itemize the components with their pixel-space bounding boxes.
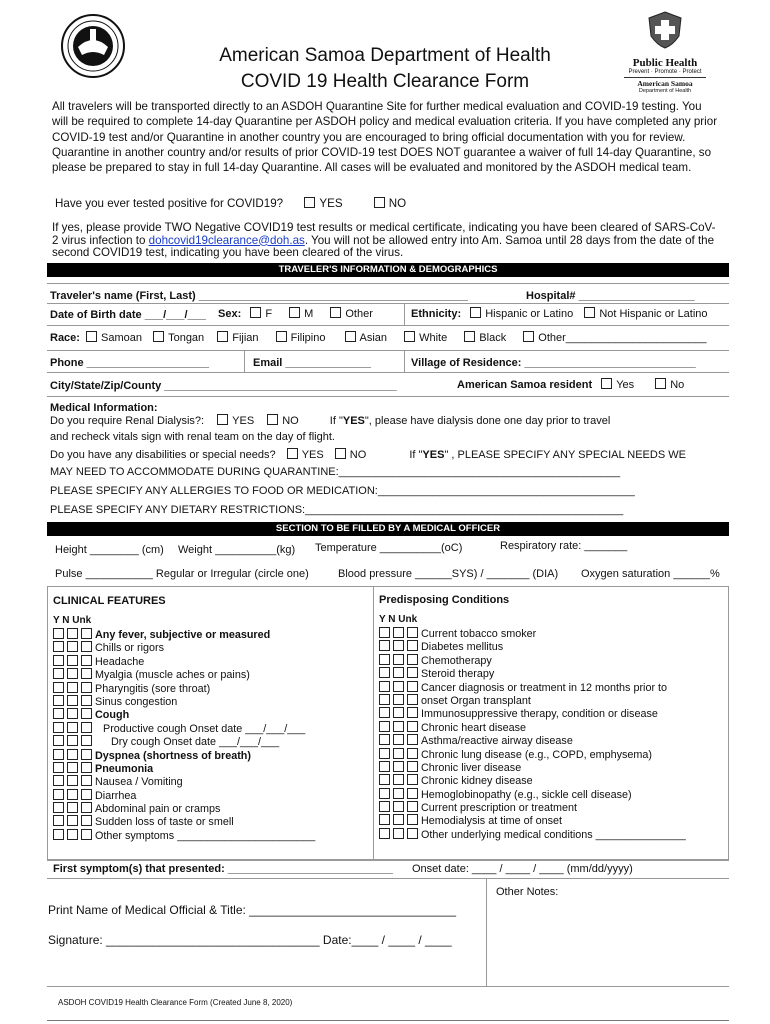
race-tongan-label: Tongan [168, 332, 205, 344]
form-title-line2: COVID 19 Health Clearance Form [240, 71, 530, 92]
predisposing-item-label: Cancer diagnosis or treatment in 12 months prior to [421, 681, 668, 694]
traveler-name-field[interactable]: Traveler's name (First, Last) ____________________________________________ [50, 290, 468, 302]
race-other-field[interactable]: Other_______________________ [538, 332, 707, 344]
dialysis-note-part1: If " [329, 415, 343, 427]
divider [47, 283, 729, 284]
disability-no-label: NO [349, 449, 367, 461]
predisposing-n-checkbox[interactable] [393, 734, 404, 745]
resident-group [457, 378, 684, 392]
clinical-item-label: Other symptoms _______________________ [95, 829, 316, 842]
resident-yes-label: Yes [616, 379, 635, 391]
clinical-y-checkbox[interactable] [53, 829, 64, 840]
divider [47, 1020, 729, 1021]
clinical-item [53, 628, 315, 641]
clinical-item [53, 695, 315, 708]
resident-no-checkbox[interactable] [655, 378, 666, 389]
clinical-item-label: Sudden loss of taste or smell [95, 816, 234, 829]
divider [373, 586, 374, 860]
predisposing-item [379, 828, 686, 841]
predisposing-y-checkbox[interactable] [379, 748, 390, 759]
predisposing-title: Predisposing Conditions [379, 594, 510, 606]
clinical-item-label: Nausea / Vomiting [95, 776, 183, 789]
race-label: Race: [50, 332, 80, 344]
signature-field[interactable]: Signature: ________________________________ Date:____ / ____ / ____ [48, 933, 452, 947]
predisposing-y-checkbox[interactable] [379, 667, 390, 678]
clinical-n-checkbox[interactable] [67, 749, 78, 760]
sex-f-checkbox[interactable] [250, 307, 261, 318]
clinical-item-label: Diarrhea [95, 789, 137, 802]
dialysis-yes-checkbox[interactable] [217, 414, 228, 425]
predisposing-unk-checkbox[interactable] [407, 694, 418, 705]
ethnicity-nonhispanic-label: Not Hispanic or Latino [599, 308, 708, 320]
predisposing-item [379, 761, 686, 774]
dialysis-question: Do you require Renal Dialysis?: [50, 415, 205, 427]
predisposing-item-label: Chronic kidney disease [421, 775, 533, 788]
predisposing-n-checkbox[interactable] [393, 748, 404, 759]
clinical-item-label: Dyspnea (shortness of breath) [95, 749, 251, 762]
predisposing-n-checkbox[interactable] [393, 774, 404, 785]
dialysis-yes-label: YES [232, 415, 255, 427]
race-samoan-checkbox[interactable] [86, 331, 97, 342]
american-samoa-seal [60, 13, 126, 79]
sex-f-label: F [265, 308, 273, 320]
positive-note [52, 222, 720, 260]
clinical-unk-checkbox[interactable] [81, 695, 92, 706]
clinical-item-label: Chills or rigors [95, 642, 164, 655]
divider [47, 986, 729, 987]
other-notes-label: Other Notes: [496, 886, 559, 898]
clinical-unk-checkbox[interactable] [81, 628, 92, 639]
sex-other-checkbox[interactable] [330, 307, 341, 318]
positive-note-part1: If yes, please provide TWO Negative COVID19 test results or medical certificate, indicating you have been cleared of SARS-CoV-2 virus infection to [52, 221, 716, 247]
clinical-item-label: Pneumonia [95, 762, 154, 775]
clinical-y-checkbox[interactable] [53, 749, 64, 760]
predisposing-y-checkbox[interactable] [379, 788, 390, 799]
predisposing-n-checkbox[interactable] [393, 761, 404, 772]
divider [47, 350, 729, 351]
clinical-unk-checkbox[interactable] [81, 762, 92, 773]
divider [404, 350, 405, 372]
resident-yes-checkbox[interactable] [601, 378, 612, 389]
predisposing-y-checkbox[interactable] [379, 681, 390, 692]
predisposing-item-label: Current tobacco smoker [421, 628, 537, 640]
village-field[interactable]: Village of Residence: ____________________________ [411, 357, 696, 369]
predisposing-item-label: Other underlying medical conditions _______________ [421, 828, 686, 841]
divider [47, 372, 729, 373]
predisposing-n-checkbox[interactable] [393, 694, 404, 705]
clinical-y-checkbox[interactable] [53, 668, 64, 679]
phone-field[interactable]: Phone ____________________ [50, 357, 210, 369]
clinical-n-checkbox[interactable] [67, 708, 78, 719]
predisposing-n-checkbox[interactable] [393, 828, 404, 839]
clinical-unk-checkbox[interactable] [81, 641, 92, 652]
clinical-item [53, 668, 315, 681]
disability-note-part2: " , PLEASE SPECIFY ANY SPECIAL NEEDS WE [444, 449, 686, 461]
resident-no-label: No [670, 379, 685, 391]
print-name-field[interactable]: Print Name of Medical Official & Title: _______________________________ [48, 903, 457, 917]
predisposing-hdr: Y N Unk [379, 614, 418, 625]
predisposing-unk-checkbox[interactable] [407, 748, 418, 759]
predisposing-unk-checkbox[interactable] [407, 788, 418, 799]
form-title-line1: American Samoa Department of Health [219, 45, 551, 66]
clinical-y-checkbox[interactable] [53, 762, 64, 773]
race-filipino-checkbox[interactable] [276, 331, 287, 342]
race-white-checkbox[interactable] [404, 331, 415, 342]
clinical-n-checkbox[interactable] [67, 668, 78, 679]
predisposing-n-checkbox[interactable] [393, 640, 404, 651]
race-asian-label: Asian [359, 332, 388, 344]
resident-label: American Samoa resident [457, 379, 593, 391]
clinical-item-label: Any fever, subjective or measured [95, 629, 271, 641]
clinical-features-title: CLINICAL FEATURES [53, 595, 166, 607]
predisposing-y-checkbox[interactable] [379, 694, 390, 705]
clinical-unk-checkbox[interactable] [81, 815, 92, 826]
predisposing-item-label: Chronic heart disease [421, 721, 527, 734]
predisposing-item-label: Current prescription or treatment [421, 802, 578, 815]
race-fijian-label: Fijian [232, 332, 259, 344]
sex-m-label: M [304, 308, 314, 320]
predisposing-item [379, 801, 686, 814]
clinical-item-label: Dry cough Onset date ___/___/___ [111, 736, 280, 749]
predisposing-y-checkbox[interactable] [379, 828, 390, 839]
divider [47, 878, 729, 879]
intro-paragraph: All travelers will be transported directly to an ASDOH Quarantine Site for further medical evaluation and COVID-19 testing. You will be required to complete 14-day Quarantine per ASDOH policy and medical evaluation criteria. If you have completed any prior COVID-19 test and/or Quarantine in another country you are encouraged to bring official documentation with you for review. Quarantine in another country and/or results of prior COVID-19 test DOES NOT guarantee a waiver of full 14-day Quarantine, so please be prepared to stay in full 14-day Quarantine. All cases will be evaluated and monitored by the ASDOH medical team. [52, 100, 718, 175]
predisposing-unk-checkbox[interactable] [407, 774, 418, 785]
predisposing-item [379, 734, 686, 747]
divider [244, 350, 245, 372]
section-traveler-header: TRAVELER'S INFORMATION & DEMOGRAPHICS [47, 263, 729, 277]
predisposing-item-label: Chronic lung disease (e.g., COPD, emphysema) [421, 748, 653, 761]
city-field[interactable]: City/State/Zip/County ______________________________________ [50, 380, 397, 392]
clinical-unk-checkbox[interactable] [81, 668, 92, 679]
predisposing-y-checkbox[interactable] [379, 627, 390, 638]
predisposing-item-label: Chronic liver disease [421, 761, 522, 774]
clinical-y-checkbox[interactable] [53, 655, 64, 666]
predisposing-item [379, 640, 686, 653]
clinical-y-checkbox[interactable] [53, 722, 64, 733]
clinical-item-label: Headache [95, 655, 145, 668]
ethnicity-label: Ethnicity: [411, 308, 462, 320]
predisposing-item-label: Hemoglobinopathy (e.g., sickle cell disease) [421, 788, 632, 801]
clinical-n-checkbox[interactable] [67, 735, 78, 746]
clinical-n-checkbox[interactable] [67, 815, 78, 826]
clinical-n-checkbox[interactable] [67, 655, 78, 666]
disability-row [50, 448, 686, 462]
clinical-item-label: Abdominal pain or cramps [95, 803, 221, 816]
predisposing-unk-checkbox[interactable] [407, 667, 418, 678]
clinical-n-checkbox[interactable] [67, 722, 78, 733]
ethnicity-nonhispanic-checkbox[interactable] [584, 307, 595, 318]
dietary-field[interactable]: PLEASE SPECIFY ANY DIETARY RESTRICTIONS:____________________________________________________ [50, 504, 624, 516]
weight-field[interactable]: Weight __________(kg) [178, 544, 296, 556]
allergies-field[interactable]: PLEASE SPECIFY ANY ALLERGIES TO FOOD OR MEDICATION:__________________________________________ [50, 485, 635, 497]
clinical-unk-checkbox[interactable] [81, 749, 92, 760]
clinical-item [53, 735, 315, 748]
clinical-y-checkbox[interactable] [53, 628, 64, 639]
predisposing-unk-checkbox[interactable] [407, 681, 418, 692]
shield-cross-icon [645, 10, 685, 50]
clinical-features-hdr: Y N Unk [53, 615, 92, 626]
clinical-y-checkbox[interactable] [53, 695, 64, 706]
clinical-n-checkbox[interactable] [67, 695, 78, 706]
clinical-item-label: Productive cough Onset date ___/___/___ [103, 722, 306, 735]
clinical-unk-checkbox[interactable] [81, 708, 92, 719]
predisposing-unk-checkbox[interactable] [407, 627, 418, 638]
tested-yes-label: YES [319, 197, 343, 210]
clinical-item [53, 815, 315, 828]
predisposing-item-label: onset Organ transplant [421, 694, 531, 707]
clinical-y-checkbox[interactable] [53, 775, 64, 786]
race-samoan-label: Samoan [101, 332, 143, 344]
race-other-checkbox[interactable] [523, 331, 534, 342]
race-fijian-checkbox[interactable] [217, 331, 228, 342]
clinical-unk-checkbox[interactable] [81, 802, 92, 813]
clinical-item [53, 682, 315, 695]
clinical-item-label: Cough [95, 709, 130, 722]
clinical-unk-checkbox[interactable] [81, 722, 92, 733]
race-white-label: White [419, 332, 448, 344]
clinical-item-label: Pharyngitis (sore throat) [95, 682, 211, 695]
divider [486, 878, 487, 986]
predisposing-item [379, 721, 686, 734]
blood-pressure-field[interactable]: Blood pressure ______SYS) / _______ (DIA) [338, 568, 559, 580]
public-health-logo [618, 10, 712, 94]
predisposing-y-checkbox[interactable] [379, 761, 390, 772]
respiratory-rate-field[interactable]: Respiratory rate: _______ [500, 540, 628, 552]
clinical-item [53, 775, 315, 788]
clinical-n-checkbox[interactable] [67, 775, 78, 786]
height-field[interactable]: Height ________ (cm) [55, 544, 164, 556]
sex-label: Sex: [218, 308, 242, 320]
disability-yes-checkbox[interactable] [287, 448, 298, 459]
predisposing-y-checkbox[interactable] [379, 774, 390, 785]
dialysis-no-checkbox[interactable] [267, 414, 278, 425]
predisposing-y-checkbox[interactable] [379, 814, 390, 825]
predisposing-item-label: Diabetes mellitus [421, 641, 504, 654]
predisposing-y-checkbox[interactable] [379, 734, 390, 745]
ethnicity-hispanic-label: Hispanic or Latino [485, 308, 574, 320]
clinical-n-checkbox[interactable] [67, 829, 78, 840]
clinical-unk-checkbox[interactable] [81, 735, 92, 746]
divider [47, 303, 729, 304]
predisposing-y-checkbox[interactable] [379, 721, 390, 732]
predisposing-y-checkbox[interactable] [379, 801, 390, 812]
sex-m-checkbox[interactable] [289, 307, 300, 318]
clinical-y-checkbox[interactable] [53, 682, 64, 693]
clinical-y-checkbox[interactable] [53, 735, 64, 746]
pulse-field[interactable]: Pulse ___________ Regular or Irregular (circle one) [55, 568, 309, 580]
clinical-n-checkbox[interactable] [67, 789, 78, 800]
section-medical-officer-header: SECTION TO BE FILLED BY A MEDICAL OFFICER [47, 522, 729, 536]
tested-question: Have you ever tested positive for COVID19? [55, 197, 284, 210]
race-group [50, 331, 706, 345]
dialysis-no-label: NO [282, 415, 299, 427]
clinical-unk-checkbox[interactable] [81, 789, 92, 800]
predisposing-item-label: Immunosuppressive therapy, condition or disease [421, 708, 658, 721]
clinical-n-checkbox[interactable] [67, 802, 78, 813]
temperature-field[interactable]: Temperature __________(oC) [315, 542, 463, 554]
predisposing-item-label: Hemodialysis at time of onset [421, 815, 563, 828]
predisposing-n-checkbox[interactable] [393, 667, 404, 678]
predisposing-item-label: Chemotherapy [421, 654, 492, 667]
clinical-item [53, 762, 315, 775]
clinical-unk-checkbox[interactable] [81, 682, 92, 693]
predisposing-unk-checkbox[interactable] [407, 828, 418, 839]
positive-note-part2: . You will not be allowed entry into Am. Samoa until 28 days from the date of the second COVID19 test, indicating you have been cleared of the virus. [52, 233, 715, 259]
clinical-item [53, 802, 315, 815]
logo-sub: American Samoa [624, 77, 706, 88]
predisposing-item [379, 774, 686, 787]
email-field[interactable]: Email ______________ [253, 357, 372, 369]
clinical-y-checkbox[interactable] [53, 802, 64, 813]
predisposing-unk-checkbox[interactable] [407, 761, 418, 772]
clinical-item-label: Myalgia (muscle aches or pains) [95, 669, 250, 682]
predisposing-y-checkbox[interactable] [379, 654, 390, 665]
divider [47, 396, 729, 397]
tested-positive-row [55, 196, 723, 211]
divider [47, 325, 729, 326]
dob-field[interactable]: Date of Birth date ___/___/___ [50, 309, 206, 321]
clinical-unk-checkbox[interactable] [81, 829, 92, 840]
medical-info-title: Medical Information: [50, 402, 158, 414]
divider [404, 303, 405, 325]
clinical-y-checkbox[interactable] [53, 641, 64, 652]
clinical-unk-checkbox[interactable] [81, 775, 92, 786]
footer-text: ASDOH COVID19 Health Clearance Form (Created June 8, 2020) [58, 998, 293, 1007]
predisposing-item [379, 748, 686, 761]
predisposing-n-checkbox[interactable] [393, 814, 404, 825]
onset-date-field[interactable]: Onset date: ____ / ____ / ____ (mm/dd/yyyy) [412, 863, 633, 875]
clinical-unk-checkbox[interactable] [81, 655, 92, 666]
race-asian-checkbox[interactable] [345, 331, 356, 342]
predisposing-list [379, 627, 686, 841]
clinical-n-checkbox[interactable] [67, 762, 78, 773]
oxygen-saturation-field[interactable]: Oxygen saturation ______% [581, 568, 720, 580]
predisposing-n-checkbox[interactable] [393, 788, 404, 799]
clinical-item [53, 641, 315, 654]
other-notes-area[interactable] [496, 900, 724, 982]
predisposing-unk-checkbox[interactable] [407, 721, 418, 732]
clinical-item-label: Sinus congestion [95, 695, 178, 708]
predisposing-unk-checkbox[interactable] [407, 640, 418, 651]
clinical-n-checkbox[interactable] [67, 682, 78, 693]
clinical-item [53, 708, 315, 721]
predisposing-unk-checkbox[interactable] [407, 654, 418, 665]
sex-other-label: Other [345, 308, 373, 320]
logo-dept: Department of Health [638, 88, 692, 94]
predisposing-unk-checkbox[interactable] [407, 734, 418, 745]
tested-yes-checkbox[interactable] [304, 197, 315, 208]
disability-note-yes: YES [422, 449, 445, 461]
predisposing-item [379, 667, 686, 680]
disability-question: Do you have any disabilities or special needs? [50, 449, 276, 461]
clinical-item [53, 722, 315, 735]
predisposing-n-checkbox[interactable] [393, 721, 404, 732]
sex-group [218, 307, 373, 321]
dialysis-row [50, 414, 610, 428]
clinical-y-checkbox[interactable] [53, 708, 64, 719]
predisposing-item [379, 627, 686, 640]
tested-no-label: NO [388, 197, 407, 210]
predisposing-item-label: Steroid therapy [421, 668, 495, 681]
tested-no-checkbox[interactable] [374, 197, 385, 208]
predisposing-item-label: Asthma/reactive airway disease [421, 735, 573, 748]
predisposing-item [379, 681, 686, 694]
disability-yes-label: YES [301, 449, 324, 461]
predisposing-item [379, 654, 686, 667]
clinical-item [53, 789, 315, 802]
race-tongan-checkbox[interactable] [153, 331, 164, 342]
predisposing-unk-checkbox[interactable] [407, 801, 418, 812]
predisposing-n-checkbox[interactable] [393, 654, 404, 665]
ethnicity-group [411, 307, 708, 321]
predisposing-n-checkbox[interactable] [393, 801, 404, 812]
dialysis-note-yes: YES [342, 415, 365, 427]
predisposing-item [379, 694, 686, 707]
first-symptom-field[interactable]: First symptom(s) that presented: ___________________________ [53, 863, 393, 875]
logo-tagline: Prevent · Promote · Protect [628, 69, 702, 75]
predisposing-unk-checkbox[interactable] [407, 814, 418, 825]
race-filipino-label: Filipino [290, 332, 326, 344]
clinical-item [53, 655, 315, 668]
dialysis-note-part2: ", please have dialysis done one day prior to travel [364, 415, 611, 427]
race-black-checkbox[interactable] [464, 331, 475, 342]
clinical-n-checkbox[interactable] [67, 641, 78, 652]
hospital-number-field[interactable]: Hospital# ___________________ [526, 290, 695, 302]
predisposing-n-checkbox[interactable] [393, 707, 404, 718]
clinical-y-checkbox[interactable] [53, 815, 64, 826]
logo-name: Public Health [632, 57, 698, 69]
divider [47, 860, 729, 861]
ethnicity-hispanic-checkbox[interactable] [470, 307, 481, 318]
dialysis-note2: and recheck vitals sign with renal team on the day of flight. [50, 431, 335, 443]
clinical-y-checkbox[interactable] [53, 789, 64, 800]
disability-note-part1: If " [409, 449, 423, 461]
disability-no-checkbox[interactable] [335, 448, 346, 459]
race-black-label: Black [479, 332, 507, 344]
predisposing-item [379, 707, 686, 720]
clinical-item [53, 829, 315, 842]
predisposing-item [379, 788, 686, 801]
clinical-n-checkbox[interactable] [67, 628, 78, 639]
special-needs-field[interactable]: MAY NEED TO ACCOMMODATE DURING QUARANTINE:______________________________________________ [50, 466, 621, 478]
clinical-features-list [53, 628, 315, 842]
clinical-item [53, 749, 315, 762]
predisposing-y-checkbox[interactable] [379, 640, 390, 651]
clearance-email-link[interactable]: dohcovid19clearance@doh.as [148, 233, 305, 247]
predisposing-unk-checkbox[interactable] [407, 707, 418, 718]
predisposing-n-checkbox[interactable] [393, 627, 404, 638]
predisposing-y-checkbox[interactable] [379, 707, 390, 718]
predisposing-item [379, 814, 686, 827]
predisposing-n-checkbox[interactable] [393, 681, 404, 692]
